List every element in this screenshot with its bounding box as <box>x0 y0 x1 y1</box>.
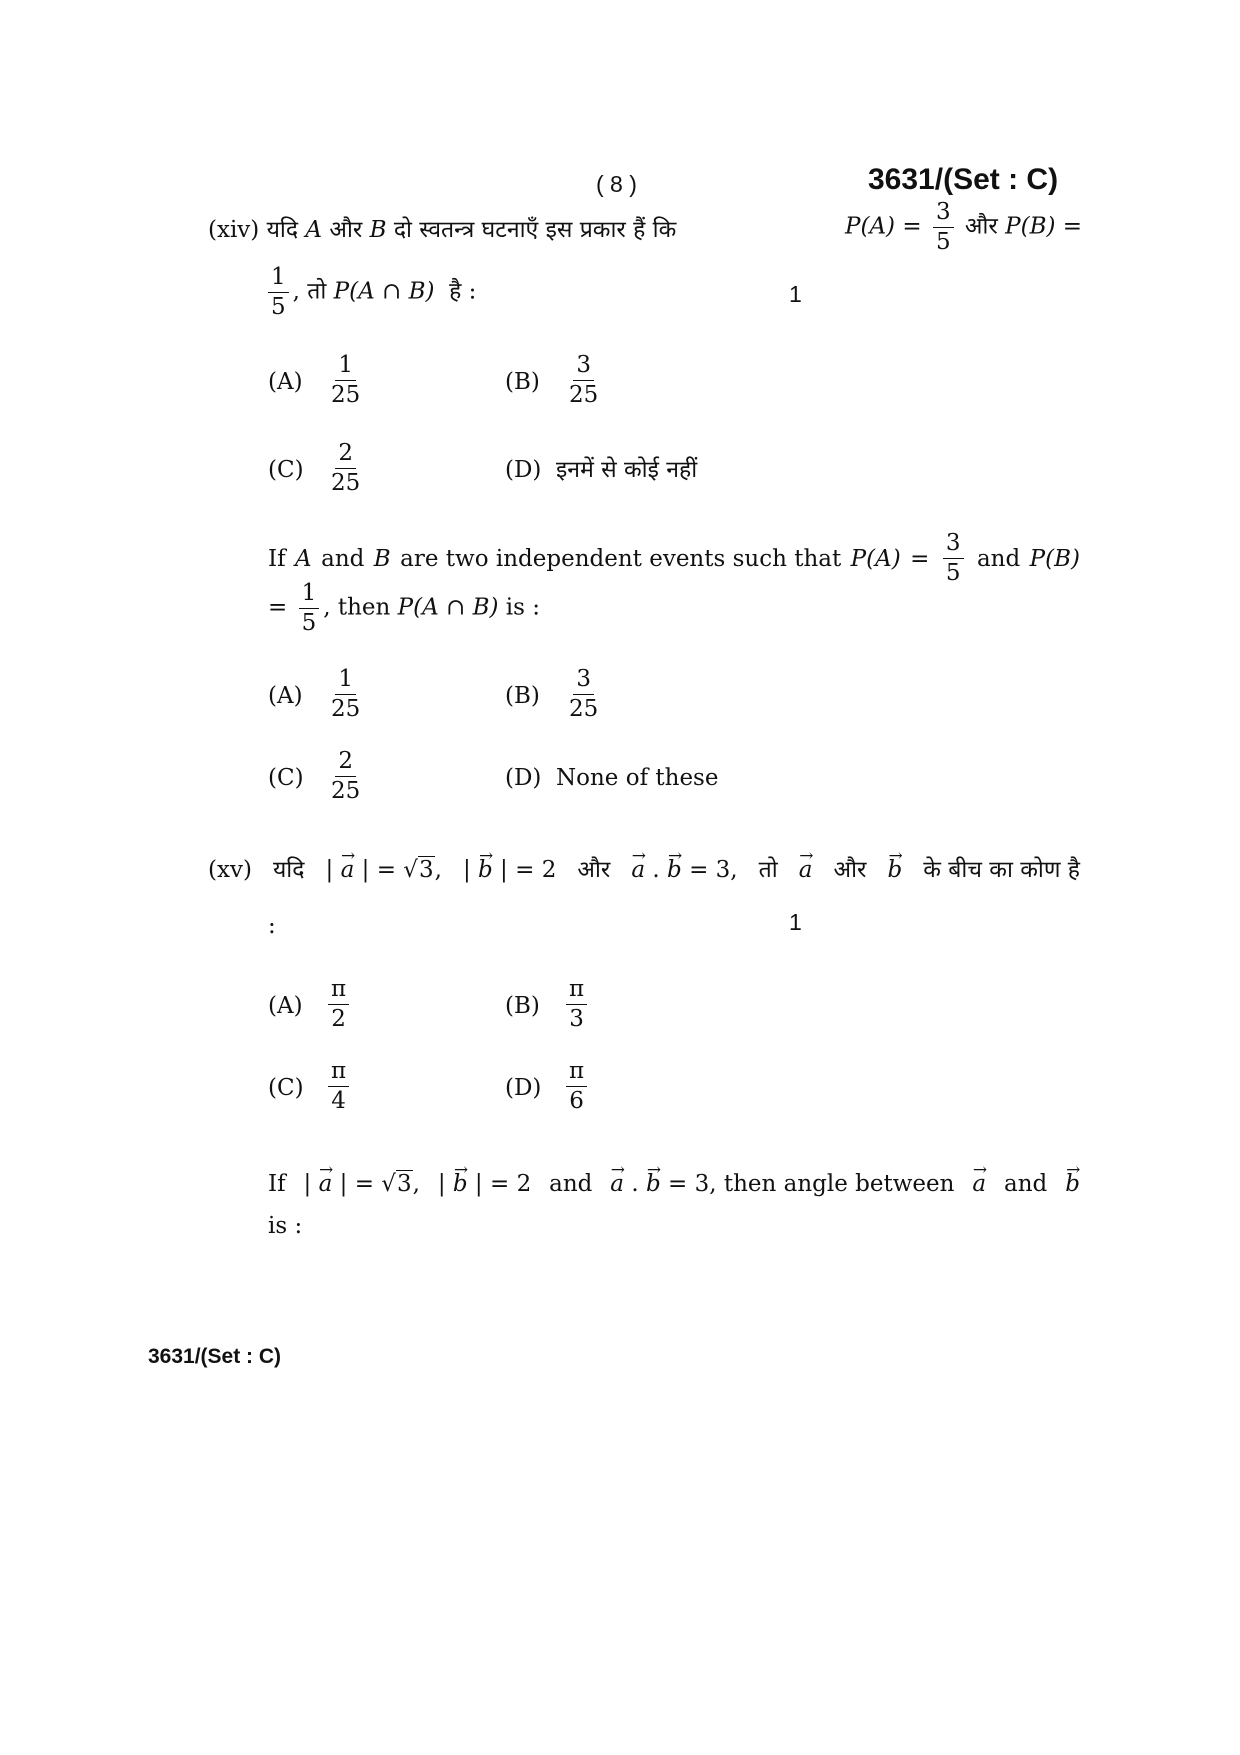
fraction-denominator: 4 <box>331 1088 346 1114</box>
q14-marks: 1 <box>789 281 802 307</box>
fraction-denominator: 5 <box>271 294 286 320</box>
vector-a: → a <box>341 850 355 884</box>
q14-pb-label: P(B) <box>1005 213 1056 240</box>
sqrt-radicand: 3 <box>418 857 434 883</box>
fraction-numerator: π <box>328 978 349 1005</box>
vector-b: → b <box>888 850 903 884</box>
fraction-numerator: π <box>566 1060 587 1087</box>
q14-en-option-c <box>328 750 363 803</box>
fraction-numerator: 1 <box>335 668 356 695</box>
q15-hi-then: तो <box>758 857 778 883</box>
vector-a: → a <box>972 1164 986 1198</box>
q14-en-pb-label: P(B) <box>1029 545 1080 572</box>
q15-option-b-label: (B) <box>505 993 540 1019</box>
q14-en-is: is : <box>505 594 541 621</box>
q14-en-option-c-label: (C) <box>268 765 304 791</box>
question-15-hindi-line1 <box>208 850 1080 884</box>
q14-en-if: If <box>268 545 286 572</box>
fraction-numerator: π <box>328 1060 349 1087</box>
q14-en-then: , then <box>323 594 391 621</box>
q15-en-and: and <box>549 1171 593 1197</box>
q15-en-dot-product: → a . → b = 3, then angle between <box>610 1164 954 1198</box>
q14-var-b: B <box>369 217 387 243</box>
q15-option-a-label: (A) <box>268 993 303 1019</box>
fraction-denominator: 25 <box>331 382 361 408</box>
fraction-numerator: π <box>566 978 587 1005</box>
question-14-english-line1 <box>268 532 1080 585</box>
q14-hi-middle: दो स्वतन्त्र घटनाएँ इस प्रकार हैं कि <box>393 217 677 243</box>
q14-en-option-b <box>566 668 601 721</box>
sqrt-radicand: 3 <box>396 1171 412 1197</box>
q14-en-eq2: = <box>268 594 288 621</box>
page-number: ( 8 ) <box>596 171 637 197</box>
q14-hi-intro: यदि <box>266 217 299 243</box>
q15-hi-if: यदि <box>272 857 305 883</box>
q14-en-option-a <box>328 668 363 721</box>
q14-en-pb-fraction <box>299 582 320 635</box>
vector-b: → b <box>667 850 682 884</box>
q15-en-mag-a: | → a | = √3, <box>304 1164 420 1198</box>
q14-pa-fraction <box>933 201 954 254</box>
fraction-numerator: 3 <box>933 201 954 228</box>
fraction-denominator: 5 <box>301 610 317 636</box>
paper-code-footer: 3631/(Set : C) <box>148 1345 282 1368</box>
q15-mag-b: | → b | = 2 <box>463 850 556 884</box>
q15-marks: 1 <box>789 909 802 935</box>
q14-hi-and-2: और <box>964 213 998 240</box>
q14-option-c <box>328 442 363 495</box>
question-14-hindi-line2 <box>268 266 476 319</box>
question-number-15: (xv) <box>208 857 252 883</box>
q15-mag-a: | → a | = √3, <box>326 850 442 884</box>
q14-en-option-b-label: (B) <box>505 683 540 709</box>
fraction-denominator: 6 <box>569 1088 584 1114</box>
paper-code-header: 3631/(Set : C) <box>868 163 1059 196</box>
q14-en-pa-fraction <box>943 532 964 585</box>
q14-option-a-label: (A) <box>268 369 303 395</box>
q14-option-d-label: (D) <box>505 457 542 483</box>
q14-en-pa-label: P(A) <box>850 545 901 572</box>
q15-hi-tail: के बीच का कोण है <box>923 857 1080 883</box>
q15-en-mag-b: | → b | = 2 <box>438 1164 531 1198</box>
q15-option-b <box>566 978 587 1031</box>
q14-option-d <box>505 456 697 484</box>
q14-hi-is: है : <box>449 278 477 305</box>
q14-en-expr: P(A ∩ B) <box>397 594 499 621</box>
q15-en-is: is : <box>268 1213 303 1239</box>
q14-en-and1: and <box>321 545 365 572</box>
q14-en-middle: are two independent events such that <box>400 545 842 572</box>
question-14-english-line2 <box>268 582 540 635</box>
q15-option-d <box>566 1060 587 1113</box>
fraction-numerator: 1 <box>268 266 289 293</box>
fraction-denominator: 25 <box>569 382 599 408</box>
q15-colon: : <box>268 913 276 939</box>
fraction-denominator: 5 <box>945 560 961 586</box>
fraction-denominator: 25 <box>569 696 599 722</box>
fraction-numerator: 2 <box>335 442 356 469</box>
q15-option-c-label: (C) <box>268 1075 304 1101</box>
q15-en-and2: and <box>1004 1171 1048 1197</box>
q14-en-option-a-label: (A) <box>268 683 303 709</box>
q14-option-b-label: (B) <box>505 369 540 395</box>
q14-hi-and: और <box>329 217 363 243</box>
q15-option-a <box>328 978 349 1031</box>
q14-var-a: A <box>305 217 323 243</box>
fraction-denominator: 2 <box>331 1006 346 1032</box>
q14-eq-2: = <box>1062 213 1083 240</box>
q14-expr: P(A ∩ B) <box>333 278 435 305</box>
fraction-numerator: 1 <box>299 582 320 609</box>
fraction-denominator: 25 <box>331 778 361 804</box>
fraction-numerator: 1 <box>335 354 356 381</box>
q14-en-var-b: B <box>373 545 391 572</box>
question-number-14: (xiv) <box>208 217 260 243</box>
q15-hi-and: और <box>577 857 611 883</box>
vector-a: → a <box>631 850 645 884</box>
fraction-numerator: 3 <box>573 354 594 381</box>
question-14-hindi-line1 <box>208 216 676 244</box>
vector-b: → b <box>453 1164 468 1198</box>
q14-option-b <box>566 354 601 407</box>
fraction-denominator: 25 <box>331 470 361 496</box>
q14-eq: = <box>902 213 922 240</box>
q15-hi-and2: और <box>833 857 867 883</box>
fraction-numerator: 3 <box>573 668 594 695</box>
q14-hi-then: , तो <box>292 278 327 305</box>
q14-pa-label: P(A) <box>845 213 896 240</box>
fraction-denominator: 25 <box>331 696 361 722</box>
q14-option-c-label: (C) <box>268 457 304 483</box>
q14-en-option-d-label: (D) <box>505 765 542 791</box>
q15-en-if: If <box>268 1171 286 1197</box>
q14-option-d-text: इनमें से कोई नहीं <box>556 457 698 483</box>
vector-a: → a <box>319 1164 333 1198</box>
vector-b: → b <box>478 850 493 884</box>
q14-en-var-a: A <box>295 545 312 572</box>
q15-dot-product: → a . → b = 3, <box>631 850 737 884</box>
q14-en-eq: = <box>910 545 930 572</box>
fraction-numerator: 2 <box>335 750 356 777</box>
fraction-numerator: 3 <box>943 532 964 559</box>
question-15-english-line1 <box>268 1164 1080 1198</box>
vector-b: → b <box>1065 1164 1080 1198</box>
q15-option-d-label: (D) <box>505 1075 542 1101</box>
vector-a: → a <box>799 850 813 884</box>
fraction-denominator: 5 <box>935 229 951 255</box>
q14-pb-fraction <box>268 266 289 319</box>
vector-a: → a <box>610 1164 624 1198</box>
fraction-denominator: 3 <box>569 1006 584 1032</box>
q15-option-c <box>328 1060 349 1113</box>
q14-en-option-d-text: None of these <box>556 765 719 791</box>
question-14-hindi-probabilities <box>845 201 1082 254</box>
vector-b: → b <box>646 1164 661 1198</box>
q14-en-option-d <box>505 764 718 792</box>
q14-en-and2: and <box>976 545 1021 572</box>
q14-option-a <box>328 354 363 407</box>
